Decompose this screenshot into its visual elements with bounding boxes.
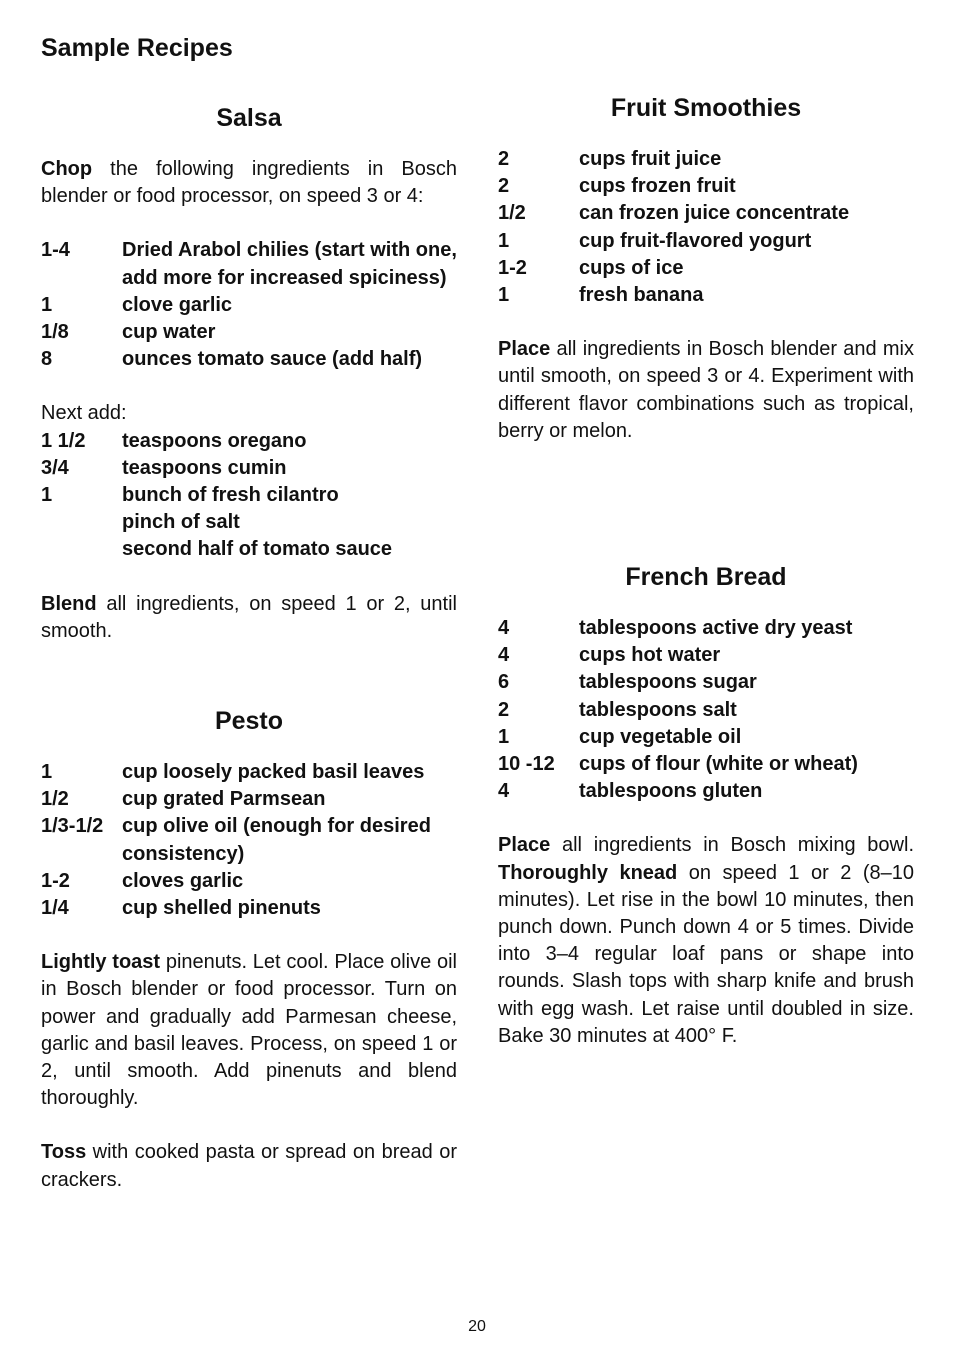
ingredient-qty: 2 [498, 175, 510, 198]
ingredient-qty: 2 [498, 148, 510, 170]
ingredient-qty: 1 [41, 293, 53, 316]
ingredient-text: ounces tomato sauce (add half) [122, 348, 423, 371]
list-item [41, 786, 457, 813]
pesto-toss-text: with cooked pasta or spread on bread or crackers. [41, 1141, 457, 1191]
list-item [41, 319, 457, 346]
salsa-blend-instruction [41, 591, 457, 645]
pesto-toast-verb: Lightly toast [41, 951, 161, 974]
ingredient-text: second half of tomato sauce [122, 538, 393, 561]
ingredient-qty [41, 536, 122, 563]
list-item [41, 536, 457, 563]
page-title: Sample Recipes [41, 34, 233, 62]
ingredient-text: Dried Arabol chilies (start with one, add more for increased spiciness) [122, 239, 457, 289]
ingredient-text: cup loosely packed basil leaves [122, 761, 425, 784]
salsa-next-ingredient-list [41, 428, 457, 564]
list-item [498, 778, 914, 805]
ingredient-text: can frozen juice concentrate [579, 202, 850, 225]
bread-instructions [498, 832, 914, 1050]
smoothies-place-verb: Place [498, 338, 551, 361]
ingredient-qty: 1 [498, 284, 510, 307]
salsa-intro-text: the following ingredients in Bosch blender or food processor, on speed 3 or 4: [41, 158, 457, 208]
ingredient-qty: 1/4 [41, 897, 69, 920]
list-item [498, 173, 914, 200]
right-column [498, 88, 914, 1050]
ingredient-text: cup fruit-flavored yogurt [579, 229, 812, 252]
ingredient-text: cup shelled pinenuts [122, 897, 321, 920]
ingredient-qty: 6 [498, 671, 510, 694]
ingredient-qty: 1 [41, 484, 53, 507]
bread-place-verb: Place [498, 834, 551, 857]
ingredient-qty: 1 1/2 [41, 429, 86, 452]
smoothies-place-instruction [498, 336, 914, 445]
ingredient-text: tablespoons salt [579, 698, 737, 721]
ingredient-qty: 4 [498, 644, 510, 667]
ingredient-qty: 4 [498, 617, 510, 640]
ingredient-text: pinch of salt [122, 511, 240, 534]
bread-ingredient-list [498, 615, 914, 805]
list-item [498, 228, 914, 255]
list-item [41, 759, 457, 786]
list-item [498, 200, 914, 227]
french-bread-title: French Bread [625, 563, 787, 592]
ingredient-text: tablespoons gluten [579, 780, 763, 803]
ingredient-qty: 1 [498, 725, 510, 748]
ingredient-text: cloves garlic [122, 869, 244, 892]
ingredient-qty: 8 [41, 348, 53, 371]
list-item [498, 751, 914, 778]
bread-place-text: all ingredients in Bosch mixing bowl. [550, 834, 914, 857]
page-number: 20 [468, 1318, 486, 1335]
list-item [41, 455, 457, 482]
salsa-next-label: Next add: [41, 402, 127, 425]
smoothies-recipe [498, 88, 914, 445]
salsa-blend-text: all ingredients, on speed 1 or 2, until smooth. [41, 592, 457, 642]
ingredient-text: clove garlic [122, 293, 233, 316]
list-item [498, 669, 914, 696]
ingredient-text: cups of ice [579, 256, 684, 279]
list-item [498, 146, 914, 173]
ingredient-qty: 1/2 [498, 202, 526, 225]
list-item [41, 428, 457, 455]
list-item [41, 237, 457, 291]
ingredient-text: tablespoons sugar [579, 671, 757, 694]
ingredient-qty: 1/3-1/2 [41, 815, 104, 838]
list-item [498, 642, 914, 669]
salsa-blend-verb: Blend [41, 592, 97, 615]
ingredient-qty: 4 [498, 780, 510, 803]
ingredient-text: cup vegetable oil [579, 725, 742, 748]
pesto-recipe [41, 701, 457, 1194]
ingredient-qty: 1-4 [41, 239, 70, 262]
salsa-intro [41, 156, 457, 210]
ingredient-text: cups hot water [579, 644, 721, 667]
ingredient-qty: 1/2 [41, 788, 69, 811]
list-item [41, 346, 457, 373]
bread-knead-verb: Thoroughly knead [498, 861, 678, 884]
smoothies-title: Fruit Smoothies [610, 94, 802, 122]
salsa-ingredient-list [41, 237, 457, 373]
pesto-toast-instruction [41, 949, 457, 1112]
ingredient-qty: 1-2 [498, 256, 527, 279]
bread-knead-text: on speed 1 or 2 (8–10 minutes). Let rise in the bowl 10 minutes, then punch down. Punch down 4 or 5 times. Divide into 3–4 regular loaf pans or shape into rounds. Slash tops with sharp knife and brush with egg wash. Let raise until doubled in size. Bake 30 minutes at 400° F. [498, 861, 915, 1047]
ingredient-qty: 3/4 [41, 456, 69, 479]
ingredient-text: tablespoons active dry yeast [579, 617, 853, 640]
ingredient-text: cup grated Parmsean [122, 788, 326, 811]
ingredient-text: cup water [122, 321, 216, 344]
list-item [41, 292, 457, 319]
ingredient-qty [41, 509, 122, 536]
left-column [41, 98, 457, 1194]
list-item [41, 868, 457, 895]
list-item [498, 282, 914, 309]
list-item [41, 509, 457, 536]
list-item [498, 255, 914, 282]
french-bread-recipe [498, 557, 914, 1050]
ingredient-qty: 2 [498, 698, 510, 721]
smoothies-ingredient-list [498, 146, 914, 309]
ingredient-text: cups frozen fruit [579, 175, 736, 198]
ingredient-qty: 1/8 [41, 321, 69, 344]
ingredient-qty: 1 [41, 761, 53, 784]
ingredient-text: fresh banana [579, 284, 704, 307]
list-item [498, 697, 914, 724]
salsa-intro-verb: Chop [41, 158, 93, 180]
salsa-recipe [41, 98, 457, 645]
ingredient-qty: 10 -12 [498, 753, 555, 776]
ingredient-text: bunch of fresh cilantro [122, 484, 339, 507]
ingredient-text: cups fruit juice [579, 148, 722, 170]
ingredient-text: teaspoons cumin [122, 456, 287, 479]
pesto-toss-verb: Toss [41, 1141, 87, 1164]
smoothies-place-text: all ingredients in Bosch blender and mix until smooth, on speed 3 or 4. Experiment with different flavor combinations such as tropical, berry or melon. [498, 338, 914, 442]
ingredient-text: cup olive oil (enough for desired consistency) [122, 815, 431, 865]
pesto-ingredient-list [41, 759, 457, 922]
pesto-toast-text: pinenuts. Let cool. Place olive oil in Bosch blender or food processor. Turn on power and gradually add Parmesan cheese, garlic and basil leaves. Process, on speed 1 or 2, until smooth. Add pinenuts and blend thoroughly. [41, 951, 458, 1110]
list-item [498, 724, 914, 751]
list-item [41, 895, 457, 922]
pesto-title: Pesto [214, 707, 284, 736]
ingredient-qty: 1 [498, 229, 510, 252]
ingredient-text: cups of flour (white or wheat) [579, 753, 858, 776]
list-item [41, 482, 457, 509]
list-item [498, 615, 914, 642]
salsa-title: Salsa [216, 104, 282, 132]
pesto-toss-instruction [41, 1139, 457, 1193]
list-item [41, 813, 457, 867]
ingredient-text: teaspoons oregano [122, 429, 307, 452]
ingredient-qty: 1-2 [41, 869, 70, 892]
